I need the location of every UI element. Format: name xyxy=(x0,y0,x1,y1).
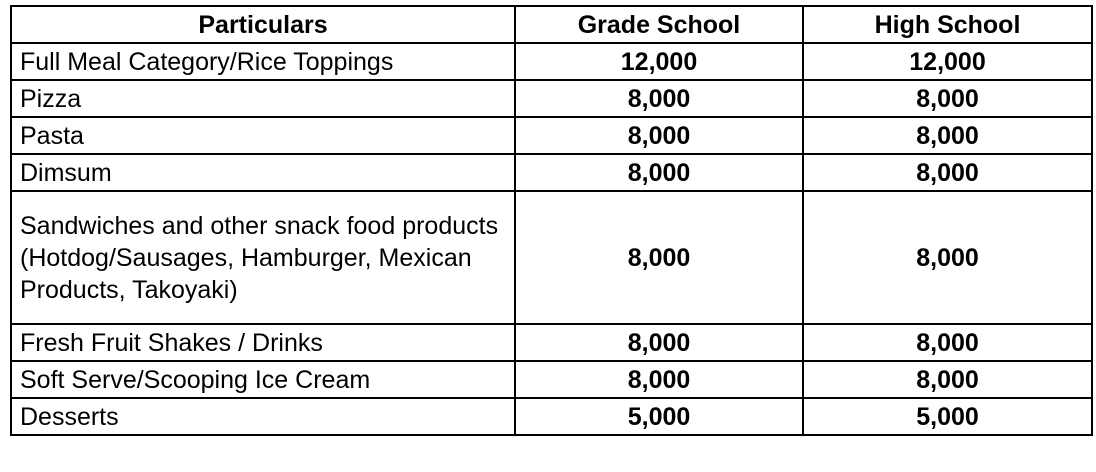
grade-school-cell: 8,000 xyxy=(515,324,803,361)
table-row xyxy=(11,117,1092,154)
particular-cell: Full Meal Category/Rice Toppings xyxy=(11,43,515,80)
high-school-cell: 8,000 xyxy=(803,80,1092,117)
particular-cell: Sandwiches and other snack food products (Hotdog/Sausages, Hamburger, Mexican Products, Takoyaki) xyxy=(11,191,515,324)
header-row xyxy=(11,6,1092,43)
particular-cell: Pasta xyxy=(11,117,515,154)
particular-cell: Dimsum xyxy=(11,154,515,191)
high-school-cell: 5,000 xyxy=(803,398,1092,435)
table-row xyxy=(11,43,1092,80)
table-row xyxy=(11,361,1092,398)
high-school-cell: 8,000 xyxy=(803,154,1092,191)
table-row xyxy=(11,398,1092,435)
high-school-cell: 8,000 xyxy=(803,361,1092,398)
particular-cell: Soft Serve/Scooping Ice Cream xyxy=(11,361,515,398)
high-school-cell: 8,000 xyxy=(803,191,1092,324)
grade-school-cell: 5,000 xyxy=(515,398,803,435)
fees-table xyxy=(10,5,1093,436)
table-row xyxy=(11,154,1092,191)
high-school-cell: 8,000 xyxy=(803,117,1092,154)
particular-cell: Pizza xyxy=(11,80,515,117)
table-row xyxy=(11,324,1092,361)
grade-school-cell: 12,000 xyxy=(515,43,803,80)
high-school-cell: 8,000 xyxy=(803,324,1092,361)
high-school-cell: 12,000 xyxy=(803,43,1092,80)
particular-cell: Fresh Fruit Shakes / Drinks xyxy=(11,324,515,361)
grade-school-cell: 8,000 xyxy=(515,154,803,191)
grade-school-cell: 8,000 xyxy=(515,80,803,117)
grade-school-cell: 8,000 xyxy=(515,361,803,398)
table-row xyxy=(11,80,1092,117)
header-particulars: Particulars xyxy=(11,6,515,43)
header-grade-school: Grade School xyxy=(515,6,803,43)
header-high-school: High School xyxy=(803,6,1092,43)
table-row xyxy=(11,191,1092,324)
grade-school-cell: 8,000 xyxy=(515,191,803,324)
particular-cell: Desserts xyxy=(11,398,515,435)
grade-school-cell: 8,000 xyxy=(515,117,803,154)
